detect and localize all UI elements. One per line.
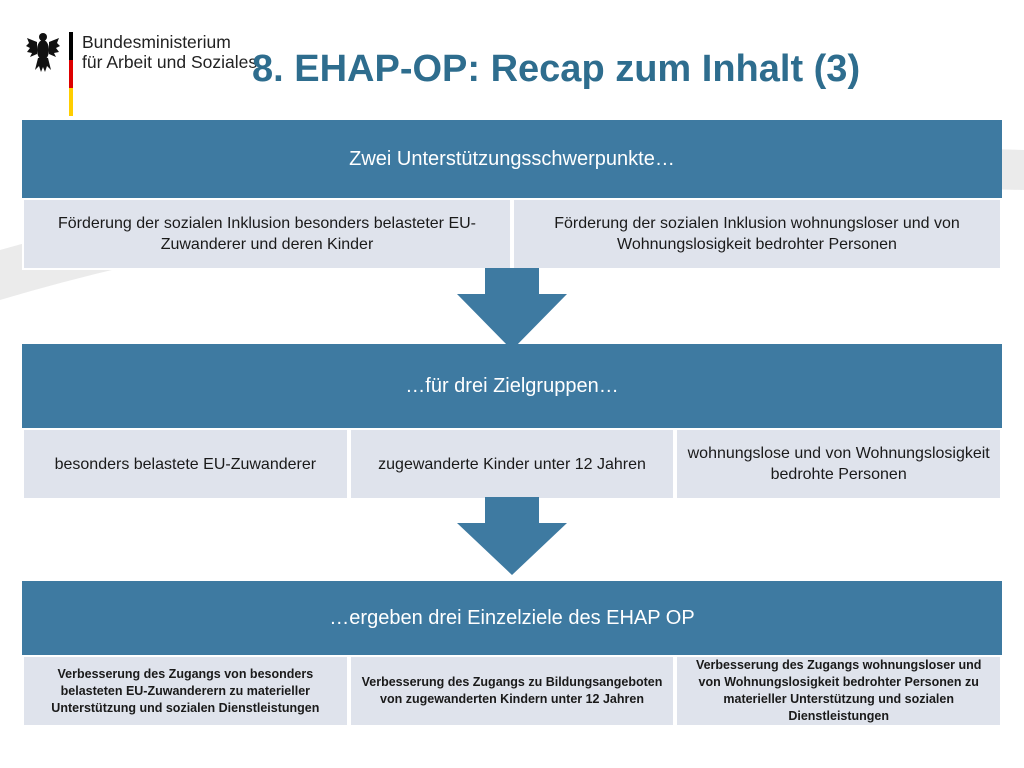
german-flag-stripe: [69, 32, 73, 116]
section-heading: Zwei Unterstützungsschwerpunkte…: [22, 120, 1002, 198]
ministry-name-line2: für Arbeit und Soziales: [82, 52, 258, 72]
specific-objectives-row: [22, 655, 1002, 727]
target-group-cell-1: besonders belastete EU-Zuwanderer: [22, 428, 349, 500]
arrow-down-icon: [457, 497, 567, 579]
priority-cell-2: Förderung der sozialen Inklusion wohnungsloser und von Wohnungslosigkeit bedrohter Personen: [512, 198, 1002, 270]
flag-red: [69, 60, 73, 88]
federal-eagle-icon: [26, 30, 60, 74]
ministry-name-line1: Bundesministerium: [82, 32, 231, 52]
section-target-groups: [22, 344, 1002, 500]
target-group-cell-3: wohnungslose und von Wohnungslosigkeit bedrohte Personen: [675, 428, 1002, 500]
objective-cell-3: Verbesserung des Zugangs wohnungsloser und von Wohnungslosigkeit bedrohter Personen zu materieller Unterstützung und sozialen Dienstleistungen: [675, 655, 1002, 727]
section-support-priorities: [22, 120, 1002, 270]
ministry-name: [82, 32, 257, 72]
page-title: 8. EHAP-OP: Recap zum Inhalt (3): [252, 48, 861, 90]
flag-black: [69, 32, 73, 60]
arrow-down-icon: [457, 268, 567, 350]
target-groups-row: [22, 428, 1002, 500]
ministry-logo: [22, 26, 258, 118]
section-heading: …ergeben drei Einzelziele des EHAP OP: [22, 581, 1002, 655]
target-group-cell-2: zugewanderte Kinder unter 12 Jahren: [349, 428, 676, 500]
flag-gold: [69, 88, 73, 116]
priority-cell-1: Förderung der sozialen Inklusion besonders belasteter EU-Zuwanderer und deren Kinder: [22, 198, 512, 270]
support-priorities-row: [22, 198, 1002, 270]
objective-cell-2: Verbesserung des Zugangs zu Bildungsangeboten von zugewanderten Kindern unter 12 Jahren: [349, 655, 676, 727]
objective-cell-1: Verbesserung des Zugangs von besonders belasteten EU-Zuwanderern zu materieller Unterstützung und sozialen Dienstleistungen: [22, 655, 349, 727]
section-specific-objectives: [22, 581, 1002, 727]
section-heading: …für drei Zielgruppen…: [22, 344, 1002, 428]
